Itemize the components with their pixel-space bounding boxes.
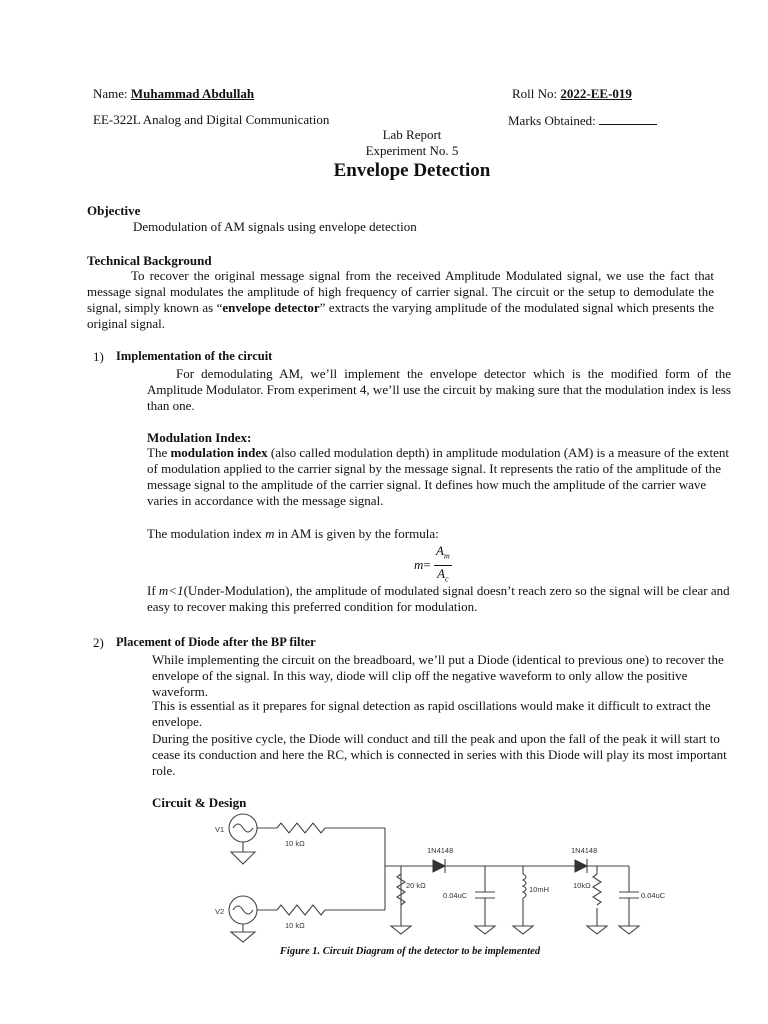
r2-label: 10 kΩ — [285, 921, 305, 930]
name-label: Name: — [93, 86, 128, 101]
d1-diode — [433, 860, 445, 872]
page-title: Envelope Detection — [333, 160, 491, 181]
r1-resistor — [277, 823, 325, 833]
objective-text: Demodulation of AM signals using envelope detection — [133, 219, 417, 234]
student-name: Muhammad Abdullah — [130, 86, 255, 101]
formula-fraction: $\frac{A_m}{A_c}$ — [435, 543, 450, 584]
v2-label: V2 — [215, 907, 225, 916]
condition-math: m<1 — [158, 583, 184, 598]
section2-number: 2) — [93, 635, 104, 650]
section2-paragraph-2: This is essential as it prepares for signal detection as rapid oscillations would make it difficult to extract the envelope. — [152, 698, 711, 729]
name-line — [93, 86, 254, 102]
background-paragraph: To recover the original message signal from the received Amplitude Modulated signal, we use the fact that message signal modulates the amplitude of high frequency of carrier signal. The circuit or the setup to demodulate the signal, simply known as “envelope detector” extracts the varying amplitude of the modulated signal which presents the original signal. — [87, 268, 714, 331]
objective-heading: Objective — [87, 203, 141, 218]
under-modulation-paragraph: If m<1(Under-Modulation), the amplitude of modulated signal doesn’t reach zero so the signal will be clear and easy to recover making this preferred condition for modulation. — [147, 583, 730, 614]
report-type: Lab Report — [382, 127, 442, 142]
roll-number: 2022-EE-019 — [560, 86, 632, 101]
section2-heading: Placement of Diode after the BP filter — [116, 635, 316, 649]
d1-label: 1N4148 — [427, 846, 454, 855]
v1-source — [215, 814, 257, 864]
formula-intro: The modulation index m in AM is given by the formula: — [147, 526, 439, 541]
r2-resistor — [277, 905, 325, 915]
section2-paragraph-3: During the positive cycle, the Diode will conduct and till the peak and upon the fall of the peak it will start to cease its conduction and here the RC, which is connected in series with this Diode will play its most important role. — [152, 731, 727, 778]
c1-label: 0.04uC — [443, 891, 468, 900]
figure-caption: Figure 1. Circuit Diagram of the detector to be implemented — [279, 946, 541, 957]
background-heading: Technical Background — [87, 253, 212, 268]
l1-label: 10mH — [529, 885, 550, 894]
course-name: EE-322L Analog and Digital Communication — [93, 112, 330, 127]
l1-inductor — [523, 874, 526, 898]
modulation-index-paragraph: The modulation index (also called modulation depth) in amplitude modulation (AM) is a measure of the extent of modulation applied to the carrier signal by the message signal. It represents the ratio of the amplitude of the message signal to the amplitude of the carrier signal. It defines how much the amplitude of the carrier wave varies in accordance with the message signal. — [147, 445, 730, 508]
envelope-detector-term: envelope detector — [222, 300, 320, 315]
v1-label: V1 — [215, 825, 225, 834]
c2-label: 0.04uC — [641, 891, 666, 900]
d2-diode — [575, 860, 587, 872]
r4-resistor — [593, 874, 601, 905]
d2-label: 1N4148 — [571, 846, 598, 855]
section2-paragraph-1: While implementing the circuit on the breadboard, we’ll put a Diode (identical to previous one) to recover the envelope of the signal. In this way, diode will clip off the negative waveform to only allow the positive waveform. — [152, 652, 724, 699]
v2-source — [215, 896, 257, 942]
modulation-index-formula: m= $\frac{A_m}{A_c}$ — [414, 543, 452, 587]
experiment-number: Experiment No. 5 — [365, 143, 459, 158]
marks-blank — [599, 112, 657, 125]
roll-line — [512, 86, 632, 102]
roll-label: Roll No: — [512, 86, 558, 101]
circuit-heading: Circuit & Design — [152, 795, 247, 810]
section1-heading: Implementation of the circuit — [116, 349, 273, 363]
section1-paragraph: For demodulating AM, we’ll implement the envelope detector which is the modified form of the Amplitude Modulator. From experiment 4, we’ll use the circuit by making sure that the modulation index is less than one. — [147, 366, 731, 413]
modulation-index-heading: Modulation Index: — [147, 430, 252, 445]
r4-label: 10kΩ — [573, 881, 591, 890]
section1-number: 1) — [93, 349, 104, 364]
r1-label: 10 kΩ — [285, 839, 305, 848]
marks-label: Marks Obtained: — [508, 113, 596, 128]
r3-label: 20 kΩ — [406, 881, 426, 890]
circuit-diagram — [205, 808, 675, 948]
